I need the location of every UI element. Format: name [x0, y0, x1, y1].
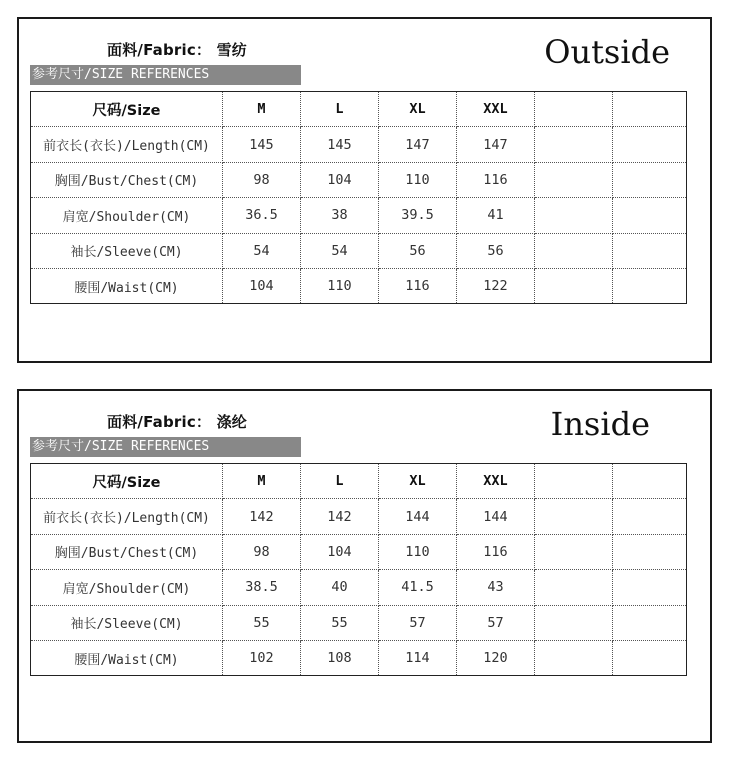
value-cell: 38.5: [223, 570, 301, 605]
fabric-line: [107, 39, 247, 60]
value-cell: 116: [457, 534, 535, 569]
table-row: [31, 640, 687, 675]
fabric-line: [107, 411, 247, 432]
value-cell: 56: [379, 233, 457, 268]
value-cell: 144: [457, 499, 535, 534]
row-label: 袖长/Sleeve(CM): [31, 233, 223, 268]
value-cell: 144: [379, 499, 457, 534]
empty-cell: [535, 233, 613, 268]
row-label: 肩宽/Shoulder(CM): [31, 570, 223, 605]
row-label: 胸围/Bust/Chest(CM): [31, 534, 223, 569]
table-row: [31, 570, 687, 605]
row-label: 肩宽/Shoulder(CM): [31, 198, 223, 233]
empty-cell: [535, 640, 613, 675]
empty-cell: [535, 499, 613, 534]
outside-size-panel: [17, 17, 712, 363]
empty-cell: [613, 268, 687, 303]
value-cell: 54: [301, 233, 379, 268]
value-cell: 147: [379, 127, 457, 162]
table-row: [31, 499, 687, 534]
row-label: 腰围/Waist(CM): [31, 640, 223, 675]
empty-cell: [535, 92, 613, 127]
header-cell: L: [301, 464, 379, 499]
value-cell: 104: [223, 268, 301, 303]
header-cell: L: [301, 92, 379, 127]
value-cell: 145: [223, 127, 301, 162]
table-header-row: [31, 464, 687, 499]
fabric-value: 涤纶: [216, 413, 247, 431]
empty-cell: [613, 233, 687, 268]
empty-cell: [613, 534, 687, 569]
side-label: Inside: [550, 405, 650, 443]
fabric-value: 雪纺: [216, 41, 247, 59]
value-cell: 40: [301, 570, 379, 605]
row-label: 腰围/Waist(CM): [31, 268, 223, 303]
row-label: 胸围/Bust/Chest(CM): [31, 162, 223, 197]
empty-cell: [535, 127, 613, 162]
value-cell: 102: [223, 640, 301, 675]
table-header-row: [31, 92, 687, 127]
empty-cell: [613, 605, 687, 640]
value-cell: 56: [457, 233, 535, 268]
empty-cell: [613, 499, 687, 534]
value-cell: 55: [301, 605, 379, 640]
header-cell: XL: [379, 464, 457, 499]
table-row: [31, 268, 687, 303]
empty-cell: [613, 198, 687, 233]
value-cell: 54: [223, 233, 301, 268]
inside-size-panel: [17, 389, 712, 743]
size-table: [30, 91, 687, 304]
empty-cell: [535, 268, 613, 303]
value-cell: 98: [223, 162, 301, 197]
empty-cell: [535, 534, 613, 569]
value-cell: 147: [457, 127, 535, 162]
empty-cell: [535, 570, 613, 605]
value-cell: 114: [379, 640, 457, 675]
value-cell: 38: [301, 198, 379, 233]
empty-cell: [535, 464, 613, 499]
value-cell: 116: [379, 268, 457, 303]
table-row: [31, 198, 687, 233]
table-row: [31, 605, 687, 640]
value-cell: 104: [301, 534, 379, 569]
size-references-bar: 参考尺寸/SIZE REFERENCES: [30, 437, 301, 457]
header-cell: M: [223, 92, 301, 127]
value-cell: 116: [457, 162, 535, 197]
header-cell: XXL: [457, 92, 535, 127]
value-cell: 43: [457, 570, 535, 605]
value-cell: 36.5: [223, 198, 301, 233]
empty-cell: [613, 640, 687, 675]
value-cell: 110: [301, 268, 379, 303]
empty-cell: [535, 198, 613, 233]
value-cell: 145: [301, 127, 379, 162]
empty-cell: [613, 127, 687, 162]
empty-cell: [535, 605, 613, 640]
header-cell: 尺码/Size: [31, 92, 223, 127]
value-cell: 57: [457, 605, 535, 640]
value-cell: 98: [223, 534, 301, 569]
header-cell: 尺码/Size: [31, 464, 223, 499]
header-cell: XL: [379, 92, 457, 127]
table-row: [31, 534, 687, 569]
header-cell: M: [223, 464, 301, 499]
side-label: Outside: [544, 33, 670, 71]
value-cell: 41: [457, 198, 535, 233]
value-cell: 108: [301, 640, 379, 675]
row-label: 前衣长(衣长)/Length(CM): [31, 127, 223, 162]
value-cell: 110: [379, 534, 457, 569]
table-row: [31, 162, 687, 197]
empty-cell: [613, 570, 687, 605]
row-label: 袖长/Sleeve(CM): [31, 605, 223, 640]
value-cell: 55: [223, 605, 301, 640]
empty-cell: [535, 162, 613, 197]
header-cell: XXL: [457, 464, 535, 499]
empty-cell: [613, 162, 687, 197]
fabric-label: 面料/Fabric：: [107, 41, 212, 59]
value-cell: 142: [301, 499, 379, 534]
value-cell: 41.5: [379, 570, 457, 605]
value-cell: 104: [301, 162, 379, 197]
value-cell: 39.5: [379, 198, 457, 233]
size-references-bar: 参考尺寸/SIZE REFERENCES: [30, 65, 301, 85]
fabric-label: 面料/Fabric：: [107, 413, 212, 431]
size-table: [30, 463, 687, 676]
value-cell: 142: [223, 499, 301, 534]
row-label: 前衣长(衣长)/Length(CM): [31, 499, 223, 534]
table-row: [31, 127, 687, 162]
value-cell: 57: [379, 605, 457, 640]
table-row: [31, 233, 687, 268]
empty-cell: [613, 92, 687, 127]
value-cell: 110: [379, 162, 457, 197]
value-cell: 120: [457, 640, 535, 675]
value-cell: 122: [457, 268, 535, 303]
empty-cell: [613, 464, 687, 499]
